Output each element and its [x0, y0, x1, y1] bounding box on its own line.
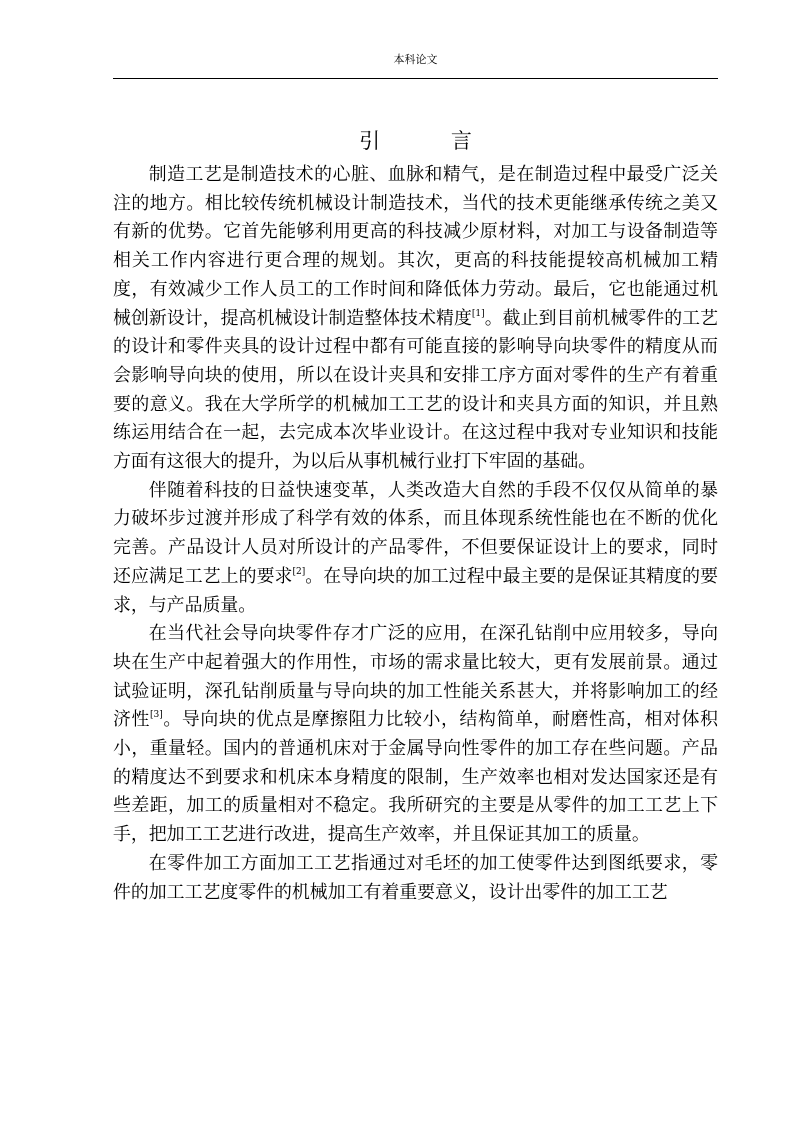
paragraph-2 — [113, 477, 718, 621]
paragraph-text: 伴随着科技的日益快速变革，人类改造大自然的手段不仅仅从简单的暴力破坏步过渡并形成了科学有效的体系，而且体现系统性能也在不断的优化完善。产品设计人员对所设计的产品零件，不但要保证设计上的要求，同时还应满足工艺上的要求 — [113, 479, 718, 587]
running-header — [113, 52, 718, 79]
running-title: 本科论文 — [393, 53, 438, 66]
citation-ref: [2] — [292, 566, 306, 577]
paragraph-text: 。导向块的优点是摩擦阻力比较小，结构简单，耐磨性高，相对体积小，重量轻。国内的普通机床对于金属导向性零件的加工存在些问题。产品的精度达不到要求和机床本身精度的限制，生产效率也相对发达国家还是有些差距，加工的质量相对不稳定。我所研究的主要是从零件的加工工艺上下手，把加工工艺进行改进，提高生产效率，并且保证其加工的质量。 — [113, 709, 718, 846]
paragraph-3 — [113, 620, 718, 850]
paragraph-text: 在零件加工方面加工工艺指通过对毛坯的加工使零件达到图纸要求，零件的加工工艺度零件的机械加工有着重要意义，设计出零件的加工工艺 — [113, 852, 718, 903]
paragraph-4 — [113, 850, 718, 907]
citation-ref: [1] — [471, 308, 485, 319]
body-text — [113, 161, 718, 907]
paragraph-text: 在当代社会导向块零件存才广泛的应用，在深孔钻削中应用较多，导向块在生产中起着强大的作用性，市场的需求量比较大，更有发展前景。通过试验证明，深孔钻削质量与导向块的加工性能关系甚大，并将影响加工的经济性 — [113, 623, 718, 731]
paragraph-text: 。在导向块的加工过程中最主要的是保证其精度的要求，与产品质量。 — [113, 565, 718, 616]
paragraph-text: 。截止到目前机械零件的工艺的设计和零件夹具的设计过程中都有可能直接的影响导向块零件的精度从而会影响导向块的使用，所以在设计夹具和安排工序方面对零件的生产有着重要的意义。我在大学所学的机械加工工艺的设计和夹具方面的知识，并且熟练运用结合在一起，去完成本次毕业设计。在这过程中我对专业知识和技能方面有这很大的提升，为以后从事机械行业打下牢固的基础。 — [113, 307, 718, 473]
paragraph-text: 制造工艺是制造技术的心脏、血脉和精气，是在制造过程中最受广泛关注的地方。相比较传统机械设计制造技术，当代的技术更能继承传统之美又有新的优势。它首先能够利用更高的科技减少原材料，对加工与设备制造等相关工作内容进行更合理的规划。其次，更高的科技能提较高机械加工精度，有效减少工作人员工的工作时间和降低体力劳动。最后，它也能通过机械创新设计，提高机械设计制造整体技术精度 — [113, 164, 718, 329]
citation-ref: [3] — [150, 710, 163, 721]
paragraph-1 — [113, 161, 718, 477]
section-title: 引 言 — [359, 129, 504, 153]
